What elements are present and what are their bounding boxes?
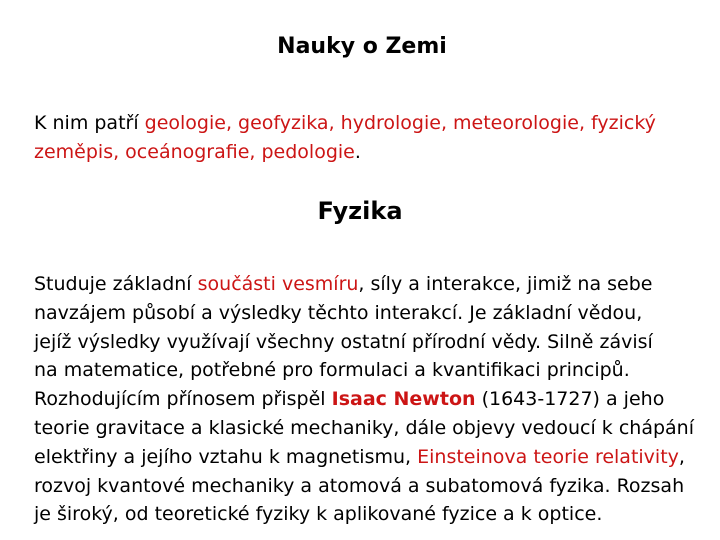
paragraph-line bbox=[34, 443, 714, 472]
paragraph-line: teorie gravitace a klasické mechaniky, dále objevy vedoucí k chápání bbox=[34, 416, 694, 439]
link-relativity-theory[interactable]: Einsteinova teorie relativity bbox=[417, 445, 679, 468]
line-text: Studuje základní bbox=[34, 273, 198, 295]
line-text: (1643-1727) a jeho bbox=[475, 388, 665, 411]
paragraph-line bbox=[34, 270, 714, 299]
paragraph-line bbox=[34, 385, 714, 414]
link-earth-sciences-list-cont[interactable]: zeměpis, oceánografie, pedologie bbox=[34, 140, 355, 163]
paragraph-line: navzájem působí a výsledky těchto interakcí. Je základní vědou, bbox=[34, 301, 643, 324]
paragraph-line: jejíž výsledky využívají všechny ostatní přírodní vědy. Silně závisí bbox=[34, 330, 653, 353]
line-text: , síly a interakce, jimiž na sebe bbox=[358, 273, 653, 295]
heading-earth-sciences: Nauky o Zemi bbox=[277, 34, 447, 59]
line-text: K nim patří bbox=[34, 112, 145, 134]
line-text: , bbox=[678, 445, 685, 468]
paragraph-line: je široký, od teoretické fyziky k aplikované fyzice a k optice. bbox=[34, 503, 603, 526]
paragraph-line: na matematice, potřebné pro formulaci a kvantifikaci principů. bbox=[34, 359, 630, 382]
line-text: . bbox=[354, 140, 361, 163]
line-text: Rozhodujícím přínosem přispěl bbox=[34, 388, 332, 411]
link-universe-components[interactable]: součásti vesmíru bbox=[197, 273, 359, 295]
paragraph-line bbox=[34, 109, 714, 138]
link-isaac-newton[interactable]: Isaac Newton bbox=[331, 388, 476, 411]
line-text: elektřiny a jejího vztahu k magnetismu, bbox=[34, 445, 418, 468]
paragraph-line bbox=[34, 138, 714, 167]
paragraph-earth-sciences bbox=[34, 109, 714, 167]
link-earth-sciences-list[interactable]: geologie, geofyzika, hydrologie, meteorologie, fyzický bbox=[144, 112, 656, 134]
paragraph-line: rozvoj kvantové mechaniky a atomová a subatomová fyzika. Rozsah bbox=[34, 474, 685, 497]
heading-physics: Fyzika bbox=[317, 197, 403, 225]
paragraph-physics bbox=[34, 270, 714, 529]
